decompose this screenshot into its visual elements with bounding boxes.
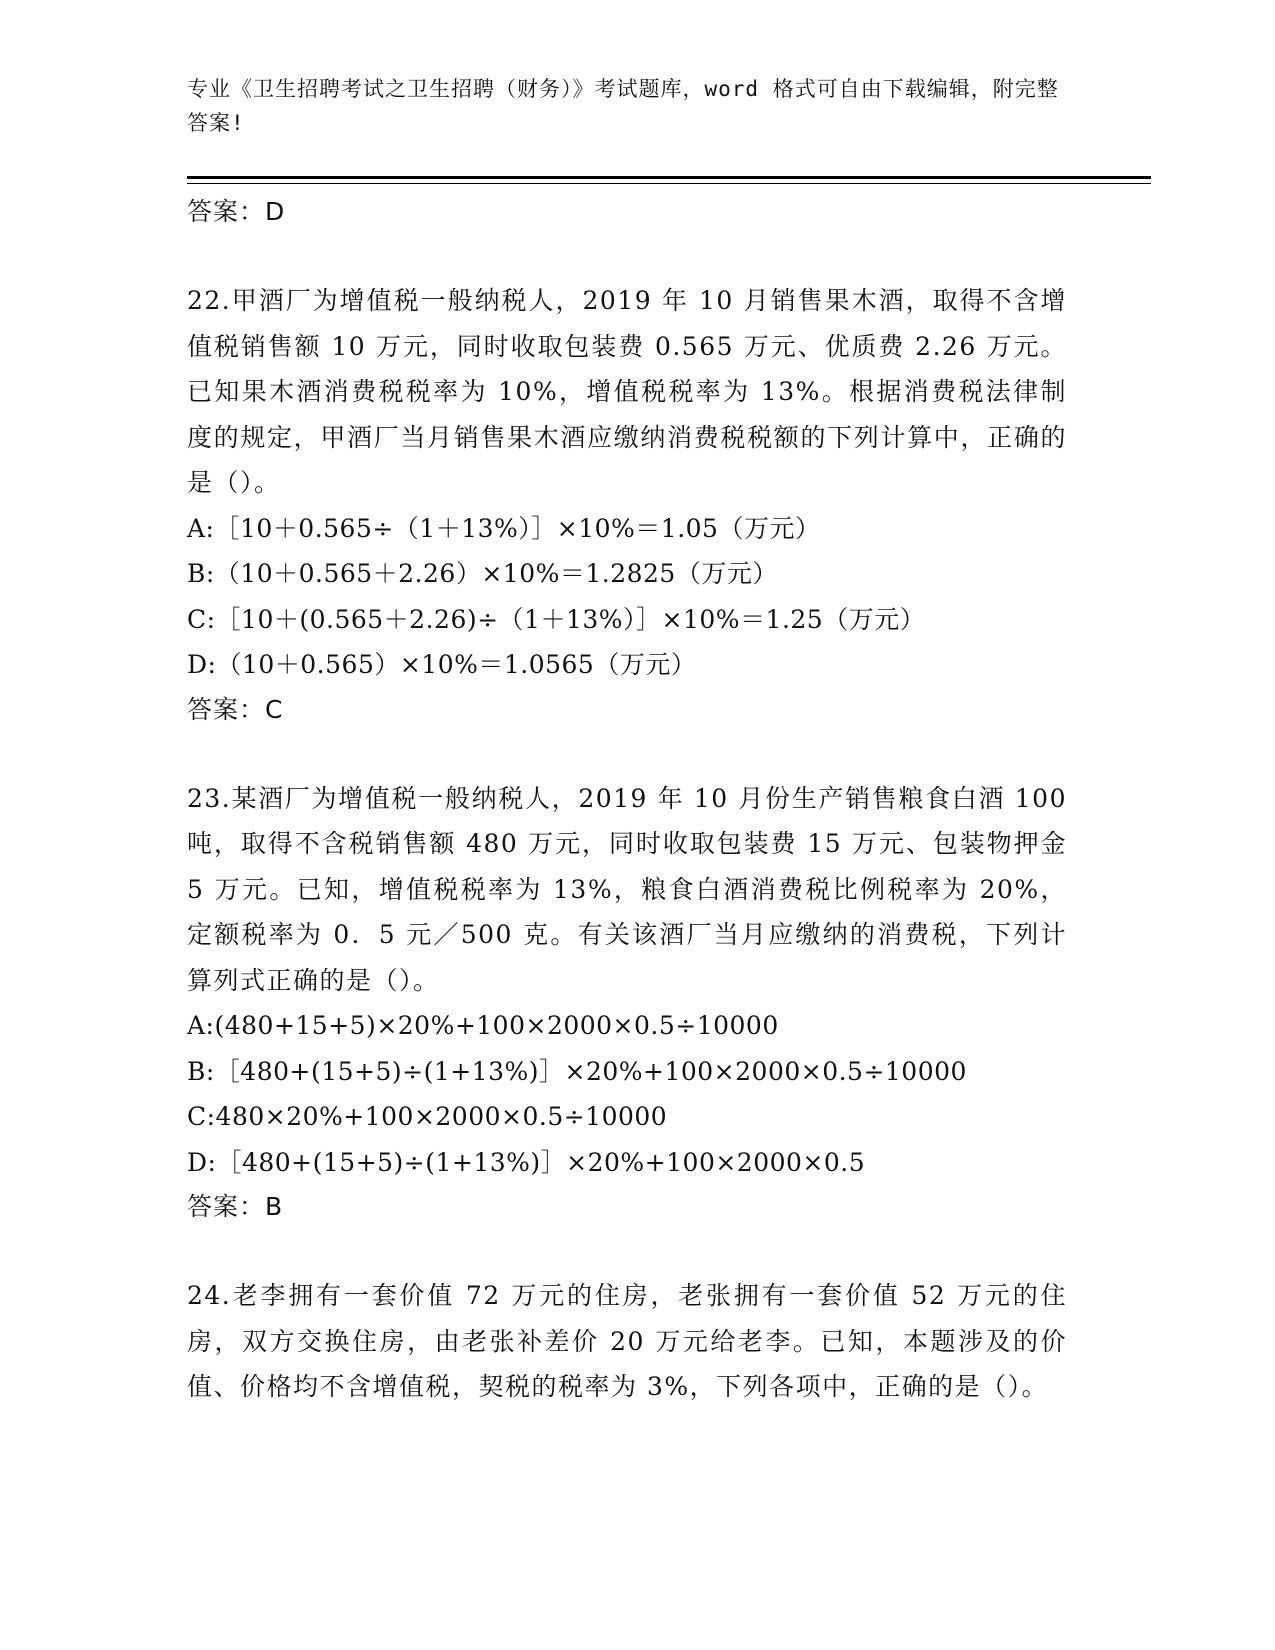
question-24 — [187, 1273, 1067, 1410]
option-c: C:480×20%+100×2000×0.5÷10000 — [187, 1102, 668, 1131]
answer-line: 答案：D — [187, 197, 286, 226]
question-23 — [187, 776, 1067, 1230]
question-stem: 23.某酒厂为增值税一般纳税人，2019 年 10 月份生产销售粮食白酒 100 吨，取得不含税销售额 480 万元，同时收取包装费 15 万元、包装物押金 5 万元。已知，增值税税率为 13%，粮食白酒消费税比例税率为 20%，定额税率为 0．5 元／500 克。有关该酒厂当月应缴纳的消费税，下列计算列式正确的是（）。 — [187, 783, 1067, 995]
answer-line: 答案：C — [187, 694, 284, 724]
page-header: 专业《卫生招聘考试之卫生招聘（财务）》考试题库，word 格式可自由下载编辑，附完整答案! — [187, 77, 1059, 135]
option-a: A:［10＋0.565÷（1＋13%）］×10%＝1.05（万元） — [187, 513, 821, 543]
header-divider-thin — [187, 183, 1151, 184]
answer-line: 答案：B — [187, 1192, 284, 1221]
option-b: B:［480+(15+5)÷(1+13%)］×20%+100×2000×0.5÷10000 — [187, 1056, 967, 1086]
option-c: C:［10＋(0.565＋2.26)÷（1＋13%）］×10%＝1.25（万元） — [187, 604, 926, 634]
question-stem: 24.老李拥有一套价值 72 万元的住房，老张拥有一套价值 52 万元的住房，双方交换住房，由老张补差价 20 万元给老李。已知，本题涉及的价值、价格均不含增值税，契税的税率为 3%，下列各项中，正确的是（）。 — [187, 1281, 1067, 1401]
option-d: D:［480+(15+5)÷(1+13%)］×20%+100×2000×0.5 — [187, 1147, 866, 1177]
question-stem: 22.甲酒厂为增值税一般纳税人，2019 年 10 月销售果木酒，取得不含增值税销售额 10 万元，同时收取包装费 0.565 万元、优质费 2.26 万元。已知果木酒消费税税率为 10%，增值税税率为 13%。根据消费税法律制度的规定，甲酒厂当月销售果木酒应缴纳消费税税额的下列计算中，正确的是（）。 — [187, 286, 1067, 497]
option-b: B:（10＋0.565＋2.26）×10%＝1.2825（万元） — [187, 559, 778, 588]
header-divider-thick — [187, 176, 1151, 179]
document-body — [187, 190, 1067, 1410]
option-d: D:（10＋0.565）×10%＝1.0565（万元） — [187, 650, 697, 679]
option-a: A:(480+15+5)×20%+100×2000×0.5÷10000 — [187, 1011, 779, 1040]
question-22 — [187, 278, 1067, 732]
